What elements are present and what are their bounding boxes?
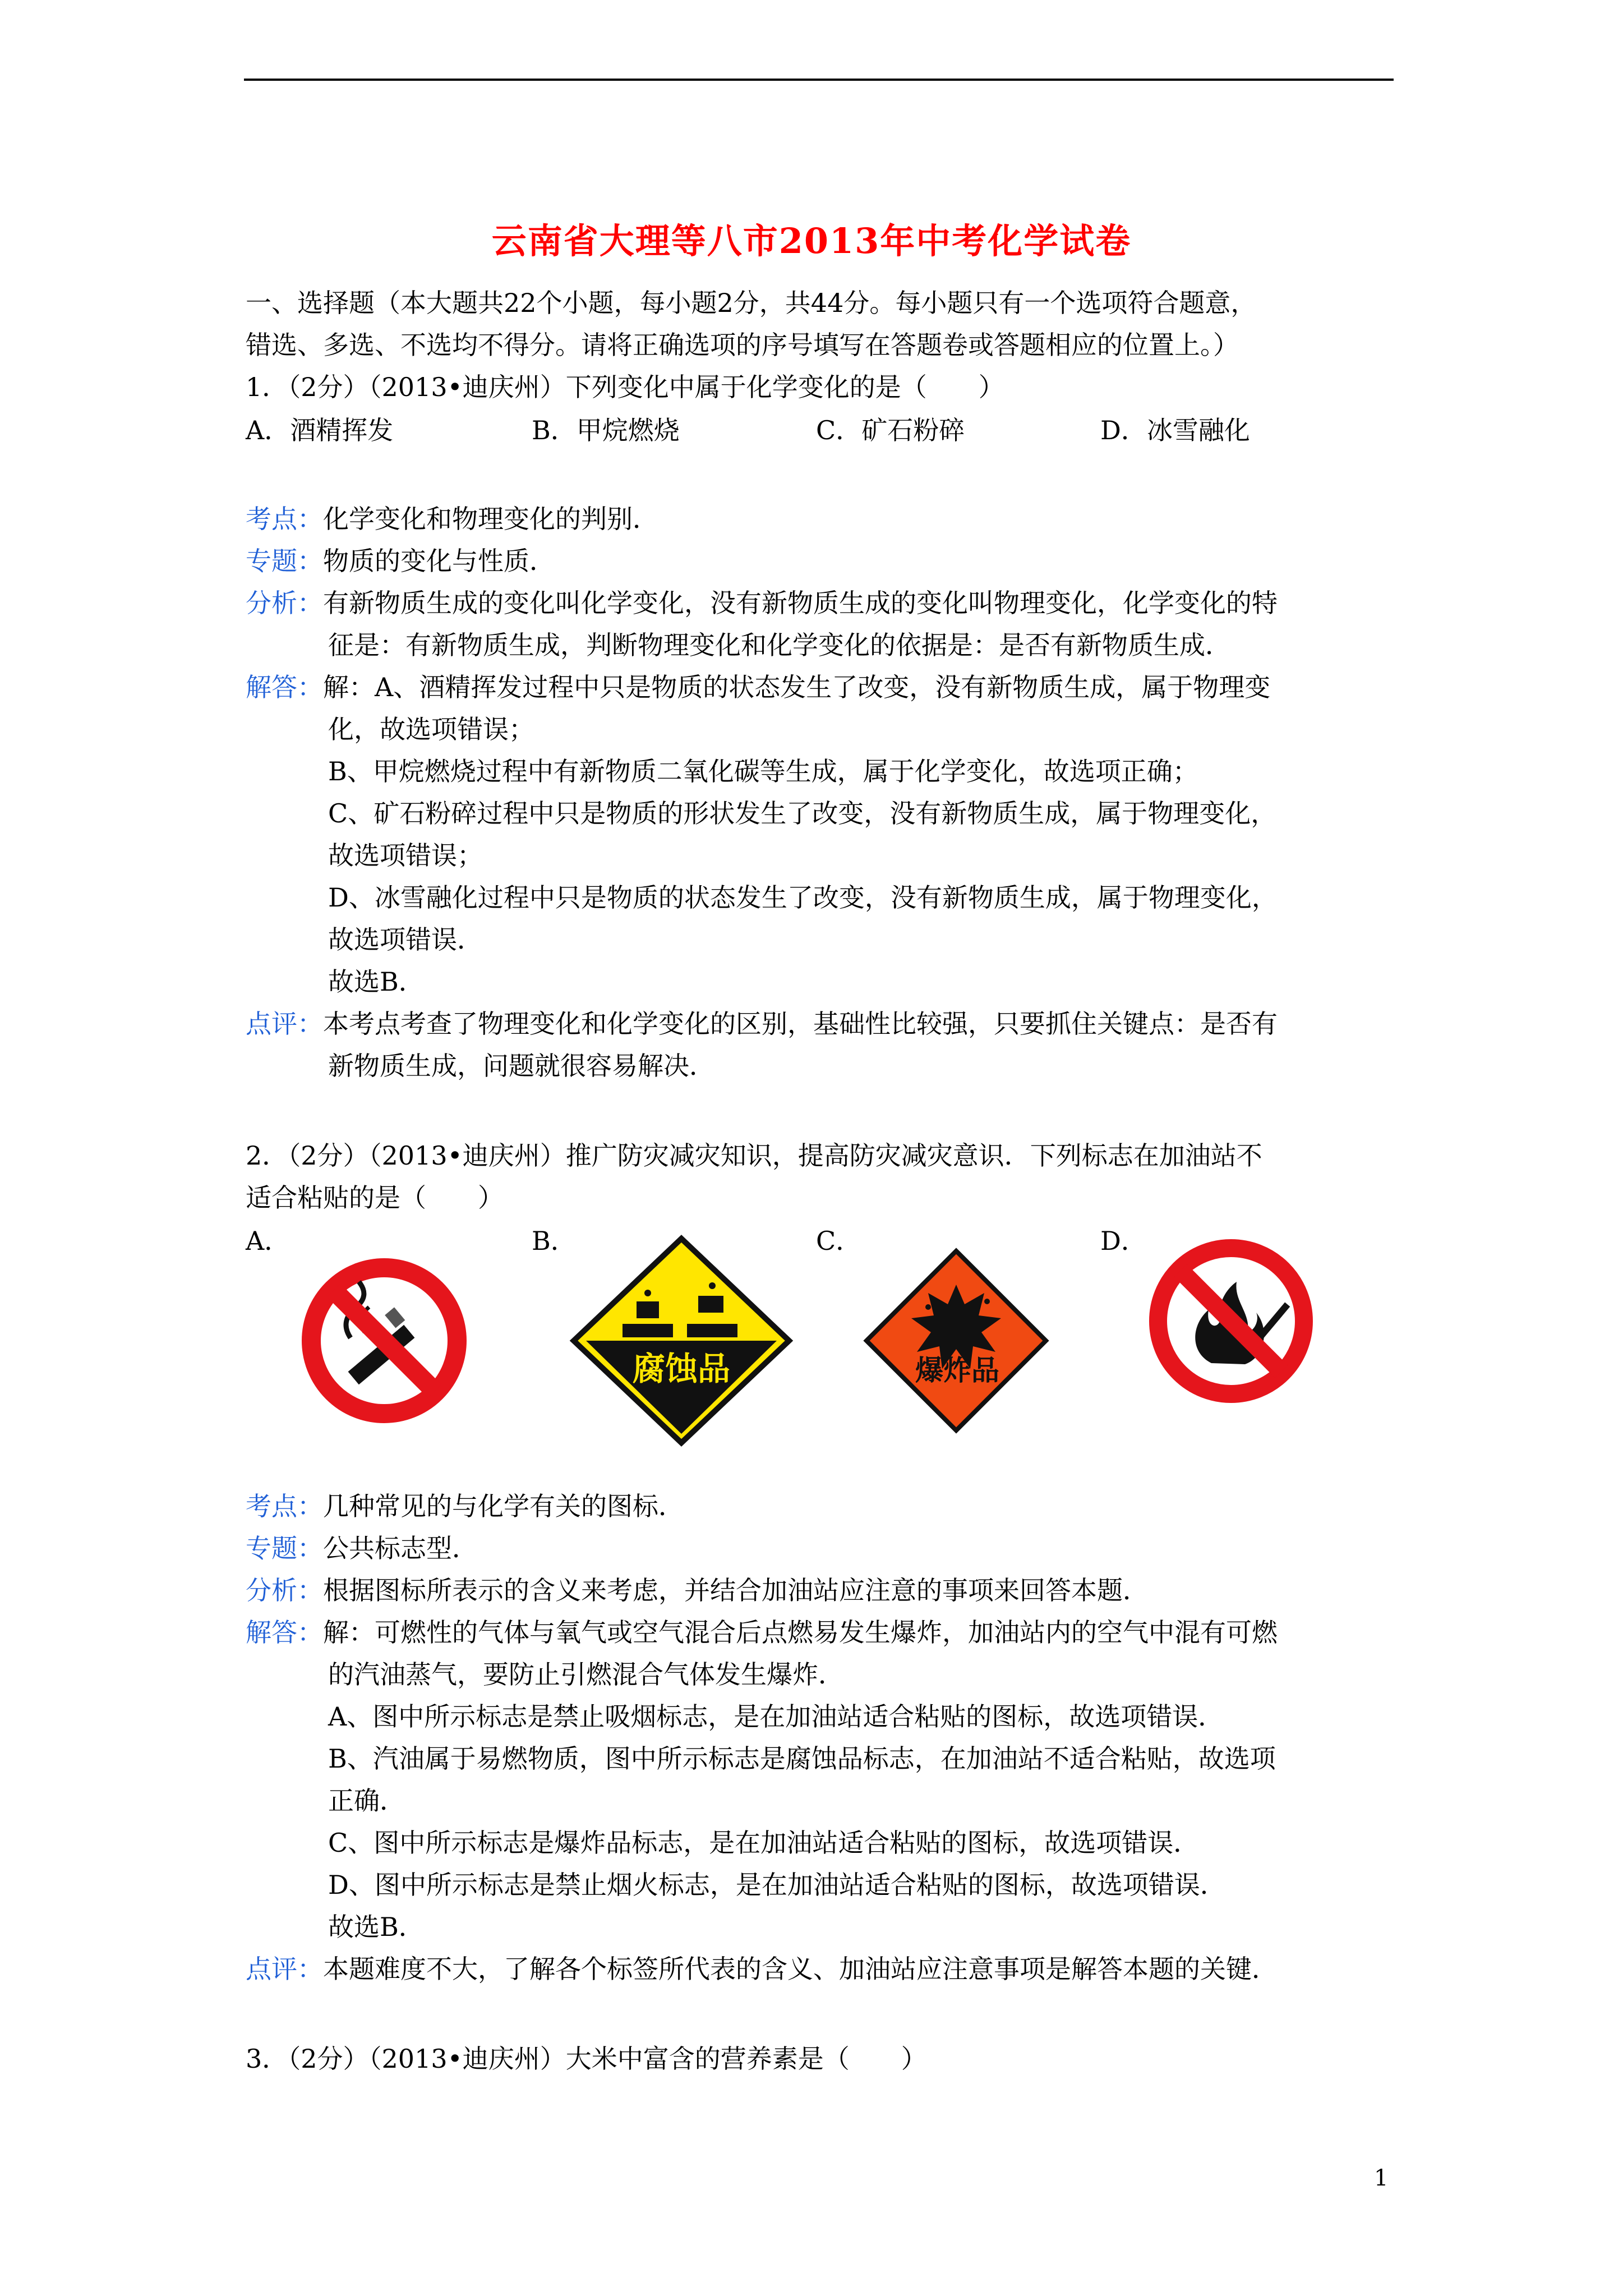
q1-zhuanti [246, 544, 555, 578]
q1-jieda-text-4: C、矿石粉碎过程中只是物质的形状发生了改变，没有新物质生成，属于物理变化， [328, 798, 1277, 829]
q2-option-a: A． [246, 1226, 291, 1256]
page-number: 1 [1374, 2165, 1389, 2191]
q1-jieda-text-1: 解：A、酒精挥发过程中只是物质的状态发生了改变，没有新物质生成，属于物理变 [323, 672, 1271, 702]
q2-fenxi-text: 根据图标所表示的含义来考虑，并结合加油站应注意的事项来回答本题． [323, 1575, 1149, 1605]
q2-jieda-text-8: 故选B． [328, 1912, 425, 1942]
q1-jieda-text-6: D、冰雪融化过程中只是物质的状态发生了改变，没有新物质生成，属于物理变化， [328, 882, 1278, 913]
explosive-sign-label: 爆炸品 [915, 1354, 999, 1387]
q2-dianping [246, 1952, 1278, 1986]
q1-fenxi-text-1: 有新物质生成的变化叫化学变化，没有新物质生成的变化叫物理变化，化学变化的特 [323, 588, 1278, 618]
q2-option-c: C． [816, 1226, 862, 1256]
kaodian-label: 考点： [246, 504, 323, 534]
fenxi-label: 分析： [246, 1575, 323, 1605]
zhuanti-label: 专题： [246, 546, 323, 576]
q1-option-a: A．酒精挥发 [246, 415, 394, 445]
jieda-label: 解答： [246, 672, 323, 702]
q1-fenxi-text-2: 征是：有新物质生成，判断物理变化和化学变化的依据是：是否有新物质生成． [328, 630, 1231, 660]
q1-dianping-text-1: 本考点考查了物理变化和化学变化的区别，基础性比较强，只要抓住关键点：是否有 [323, 1009, 1278, 1039]
q1-jieda-text-3: B、甲烷燃烧过程中有新物质二氧化碳等生成，属于化学变化，故选项正确； [328, 756, 1198, 786]
corrosive-sign-label: 腐蚀品 [632, 1350, 731, 1388]
section-instruction-2: 错选、多选、不选均不得分。请将正确选项的序号填写在答题卷或答题相应的位置上。） [246, 330, 1239, 360]
q1-dianping-text-2: 新物质生成，问题就很容易解决． [328, 1051, 715, 1081]
header-rule [244, 79, 1394, 81]
q1-jieda-text-8: 故选B． [328, 967, 425, 997]
q2-jieda-text-4: B、汽油属于易燃物质，图中所示标志是腐蚀品标志，在加油站不适合粘贴，故选项 [328, 1743, 1276, 1774]
q1-jieda [246, 670, 1270, 704]
page-title: 云南省大理等八市2013年中考化学试卷 [491, 220, 1132, 261]
dianping-label: 点评： [246, 1954, 323, 1984]
q1-jieda-text-5: 故选项错误； [328, 840, 483, 871]
zhuanti-label: 专题： [246, 1533, 323, 1563]
dianping-label: 点评： [246, 1009, 323, 1039]
q2-stem-2: 适合粘贴的是（ ） [246, 1182, 504, 1213]
q1-kaodian-text: 化学变化和物理变化的判别． [323, 504, 658, 534]
q1-stem: 1．（2分）（2013•迪庆州）下列变化中属于化学变化的是（ ） [246, 372, 1004, 402]
q1-jieda-text-2: 化，故选项错误； [328, 714, 534, 744]
kaodian-label: 考点： [246, 1491, 323, 1521]
q2-kaodian-text: 几种常见的与化学有关的图标． [323, 1491, 684, 1521]
q2-kaodian [246, 1489, 684, 1523]
q2-jieda-text-6: C、图中所示标志是爆炸品标志，是在加油站适合粘贴的图标，故选项错误． [328, 1828, 1200, 1858]
q2-fenxi [246, 1573, 1149, 1607]
no-fire-sign-icon [1144, 1234, 1318, 1408]
q1-jieda-text-7: 故选项错误． [328, 924, 483, 955]
q1-zhuanti-text: 物质的变化与性质． [323, 546, 555, 576]
q1-option-d: D．冰雪融化 [1100, 415, 1250, 445]
fenxi-label: 分析： [246, 588, 323, 618]
q2-dianping-text: 本题难度不大，了解各个标签所代表的含义、加油站应注意事项是解答本题的关键． [323, 1954, 1278, 1984]
q2-option-d: D． [1100, 1226, 1147, 1256]
q2-jieda-text-1: 解：可燃性的气体与氧气或空气混合后点燃易发生爆炸，加油站内的空气中混有可燃 [323, 1617, 1278, 1648]
q2-zhuanti-text: 公共标志型． [323, 1533, 478, 1563]
q2-jieda [246, 1616, 1278, 1649]
q2-zhuanti [246, 1531, 478, 1565]
q2-jieda-text-7: D、图中所示标志是禁止烟火标志，是在加油站适合粘贴的图标，故选项错误． [328, 1870, 1226, 1900]
section-instruction-1: 一、选择题（本大题共22个小题，每小题2分，共44分。每小题只有一个选项符合题意， [246, 288, 1257, 318]
q3-stem: 3．（2分）（2013•迪庆州）大米中富含的营养素是（ ） [246, 2044, 927, 2074]
q1-option-c: C．矿石粉碎 [816, 415, 965, 445]
no-smoking-sign-icon [297, 1254, 471, 1428]
q1-kaodian [246, 502, 658, 536]
explosive-sign-icon [861, 1245, 1052, 1436]
q2-jieda-text-3: A、图中所示标志是禁止吸烟标志，是在加油站适合粘贴的图标，故选项错误． [328, 1701, 1224, 1732]
q2-jieda-text-5: 正确． [328, 1786, 405, 1816]
q2-stem-1: 2．（2分）（2013•迪庆州）推广防灾减灾知识，提高防灾减灾意识．下列标志在加油站不 [246, 1140, 1262, 1171]
jieda-label: 解答： [246, 1617, 323, 1648]
q1-option-b: B．甲烷燃烧 [532, 415, 680, 445]
q1-fenxi [246, 586, 1278, 620]
corrosive-sign-icon [569, 1234, 794, 1447]
q2-option-b: B． [532, 1226, 577, 1256]
q2-jieda-text-2: 的汽油蒸气，要防止引燃混合气体发生爆炸． [328, 1659, 844, 1690]
q1-dianping [246, 1007, 1278, 1041]
